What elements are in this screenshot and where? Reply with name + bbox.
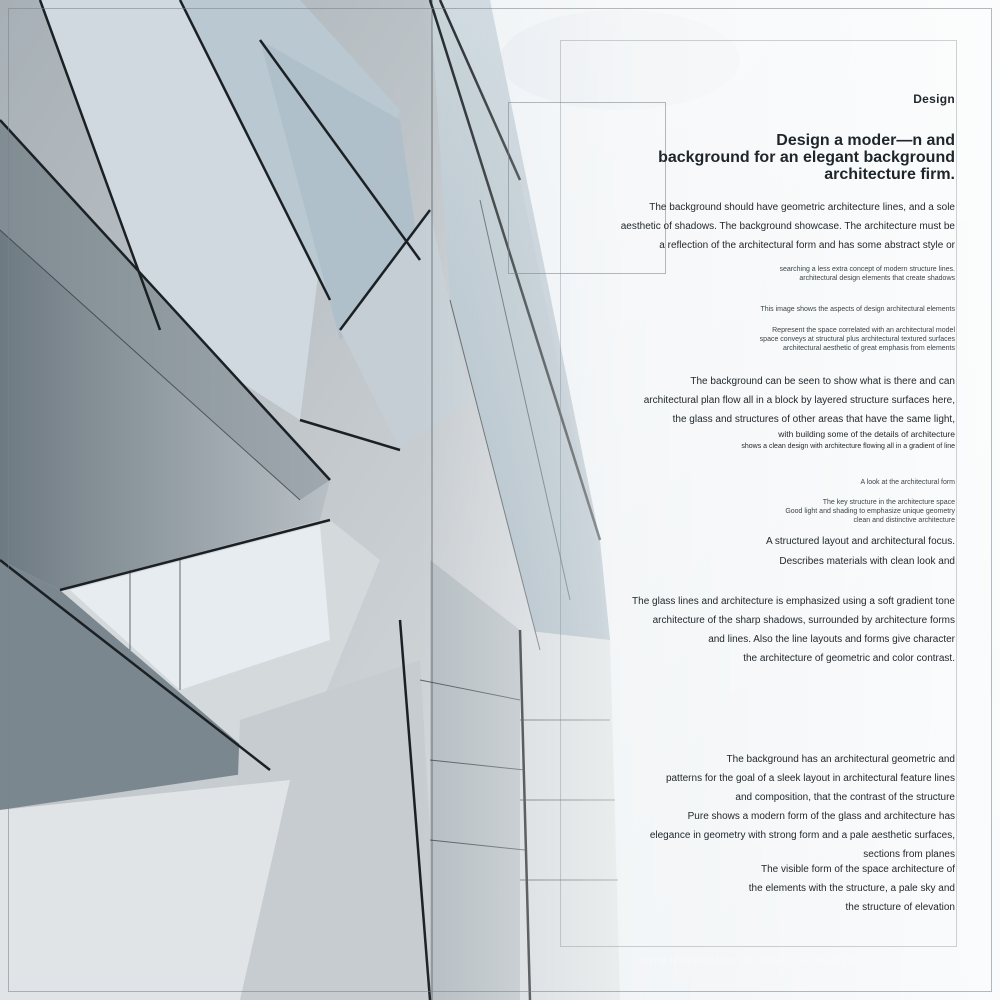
text-line: the structure of elevation — [845, 902, 955, 913]
caption-2: A look at the architectural form — [860, 479, 955, 486]
paragraph-8 — [749, 860, 955, 917]
page-headline — [658, 132, 955, 183]
text-line: space conveys at structural plus architectural textured surfaces — [759, 336, 955, 343]
text-line: and composition, that the contrast of the structure — [735, 792, 955, 803]
caption-1: This image shows the aspects of design architectural elements — [760, 306, 955, 313]
text-line: Represent the space correlated with an architectural model — [772, 327, 955, 334]
text-line: Pure shows a modern form of the glass and architecture has — [687, 811, 955, 822]
paragraph-2-small — [760, 326, 955, 353]
text-line: architectural plan flow all in a block by layered structure surfaces here, — [643, 395, 955, 406]
text-line: The background can be seen to show what is there and can — [690, 376, 955, 387]
text-line: with building some of the details of architecture — [778, 429, 955, 439]
text-line: Good light and shading to emphasize unique geometry — [785, 508, 955, 515]
text-line: architecture of the sharp shadows, surrounded by architecture forms — [652, 615, 955, 626]
text-line: The background has an architectural geometric and — [726, 754, 955, 765]
text-line: the glass and structures of other areas that have the same light, — [672, 414, 955, 425]
text-column — [560, 80, 955, 950]
text-line: elegance in geometry with strong form and a pale aesthetic surfaces, — [649, 830, 955, 841]
text-line: patterns for the goal of a sleek layout in architectural feature lines — [665, 773, 955, 784]
text-line: clean and distinctive architecture — [853, 517, 955, 524]
paragraph-5 — [766, 532, 955, 572]
text-line: The background should have geometric architecture lines, and a sole — [649, 202, 955, 213]
paragraph-1-small — [780, 265, 955, 283]
paragraph-3 — [644, 372, 955, 429]
text-line: The glass lines and architecture is emphasized using a soft gradient tone — [632, 596, 955, 607]
text-line: The key structure in the architecture space — [822, 499, 955, 506]
paragraph-3-mid — [741, 426, 955, 452]
section-kicker: Design — [913, 92, 955, 106]
paragraph-7 — [650, 750, 955, 864]
text-line: Describes materials with clean look and — [779, 556, 955, 567]
paragraph-1 — [621, 198, 955, 255]
paragraph-6 — [632, 592, 955, 668]
headline-line: Design a moder—n and — [776, 132, 955, 149]
text-line: a reflection of the architectural form and has some abstract style or — [659, 240, 955, 251]
text-line: architectural design elements that create shadows — [799, 275, 955, 282]
paragraph-4-small — [785, 498, 955, 525]
text-line: and lines. Also the line layouts and forms give character — [708, 634, 955, 645]
text-line: the architecture of geometric and color contrast. — [743, 653, 955, 664]
text-line: the elements with the structure, a pale sky and — [748, 883, 955, 894]
text-line: shows a clean design with architecture flowing all in a gradient of line — [741, 443, 955, 450]
text-line: aesthetic of shadows. The background showcase. The architecture must be — [620, 221, 955, 232]
text-line: sections from planes — [863, 849, 955, 860]
text-line: A structured layout and architectural focus. — [766, 536, 955, 547]
text-line: architectural aesthetic of great emphasis from elements — [783, 345, 955, 352]
text-line: searching a less extra concept of modern structure lines. — [779, 266, 955, 273]
headline-line: background for an elegant background — [658, 149, 955, 166]
watermark: www.imagination-architecture-design.com — [640, 955, 883, 967]
headline-line: architecture firm. — [824, 166, 955, 183]
text-line: The visible form of the space architecture of — [761, 864, 955, 875]
